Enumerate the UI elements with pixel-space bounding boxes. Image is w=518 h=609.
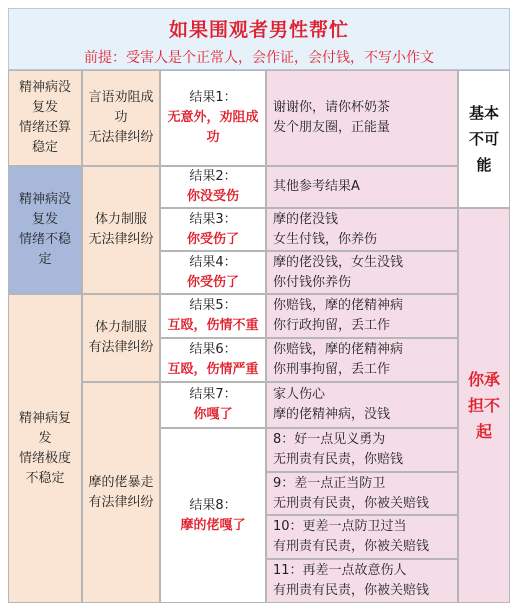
detail-11: 11：再差一点故意伤人 有刑责有民责，你被关赔钱 [266, 559, 458, 603]
verdict-unaffordable: 你承 担不 起 [458, 208, 510, 603]
detail-1: 谢谢你，请你杯奶茶 发个朋友圈，正能量 [266, 70, 458, 166]
result-2: 结果2： 你没受伤 [160, 166, 266, 208]
action-rampage: 摩的佬暴走 有法律纠纷 [82, 382, 160, 603]
result-1: 结果1： 无意外，劝阻成 功 [160, 70, 266, 166]
page-subtitle: 前提：受害人是个正常人，会作证，会付钱，不写小作文 [84, 50, 434, 66]
detail-5: 你赔钱，摩的佬精神病 你行政拘留，丢工作 [266, 294, 458, 338]
detail-4: 摩的佬没钱，女生没钱 你付钱你养伤 [266, 251, 458, 294]
detail-2: 其他参考结果A [266, 166, 458, 208]
condition-relapse: 精神病复 发 情绪极度 不稳定 [8, 294, 82, 603]
detail-7: 家人伤心 摩的佬精神病，没钱 [266, 382, 458, 428]
detail-9: 9：差一点正当防卫 无刑责有民责，你被关赔钱 [266, 472, 458, 515]
detail-10: 10：更差一点防卫过当 有刑责有民责，你被关赔钱 [266, 515, 458, 559]
result-5: 结果5： 互殴，伤情不重 [160, 294, 266, 338]
action-subdue-law: 体力制服 有法律纠纷 [82, 294, 160, 382]
header [8, 8, 510, 70]
detail-6: 你赔钱，摩的佬精神病 你刑事拘留，丢工作 [266, 338, 458, 382]
detail-3: 摩的佬没钱 女生付钱，你养伤 [266, 208, 458, 251]
result-3: 结果3： 你受伤了 [160, 208, 266, 251]
result-8: 结果8： 摩的佬嘎了 [160, 428, 266, 603]
result-7: 结果7： 你嘎了 [160, 382, 266, 428]
condition-stable: 精神病没 复发 情绪还算 稳定 [8, 70, 82, 166]
result-6: 结果6： 互殴，伤情严重 [160, 338, 266, 382]
verdict-impossible: 基本 不可 能 [458, 70, 510, 208]
detail-8: 8：好一点见义勇为 无刑责有民责，你赔钱 [266, 428, 458, 472]
page-title: 如果围观者男性帮忙 [168, 19, 349, 41]
condition-unstable: 精神病没 复发 情绪不稳 定 [8, 166, 82, 294]
action-subdue-nolaw: 体力制服 无法律纠纷 [82, 166, 160, 294]
result-4: 结果4： 你受伤了 [160, 251, 266, 294]
action-verbal: 言语劝阻成 功 无法律纠纷 [82, 70, 160, 166]
